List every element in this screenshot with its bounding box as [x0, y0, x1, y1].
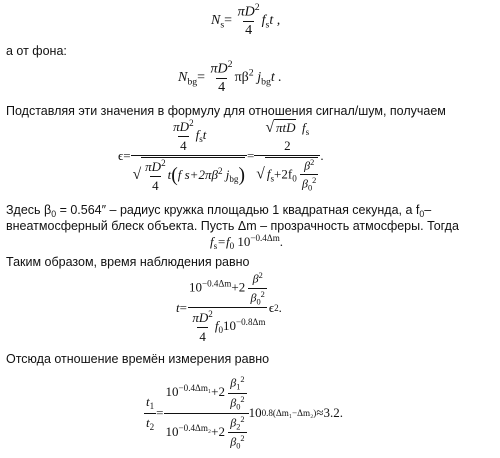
text-line-observation-time: Таким образом, время наблюдения равно: [6, 255, 250, 269]
eq4-rhs2: 10: [234, 234, 251, 249]
eq2-tail2: j: [253, 69, 262, 85]
eq5-nf-num-sup: 2: [258, 270, 263, 280]
eq1-tail2: t ,: [269, 12, 281, 28]
eq2-tail2-sub: bg: [261, 76, 271, 88]
eq6-rhs-fraction: [164, 375, 249, 450]
eq6-df-den-sub: 0: [236, 441, 241, 451]
eq6-nf-num-sup: 2: [240, 375, 245, 385]
f0-sub: 0: [419, 209, 425, 220]
eq2-fraction: [209, 59, 235, 96]
eq3-right-fraction: √ πtD $f_s$ 2 √ $f_s+2f_0$ $\frac{\beta^2}{\beta_0^2}$: [254, 119, 320, 192]
eq4-rhs-sub: 0: [229, 241, 235, 252]
eq6-nf-num-sub: 1: [236, 382, 241, 392]
eq1-num-sup: 2: [254, 2, 260, 13]
eq1-tail-sub: s: [265, 19, 270, 31]
eq1-fraction: [236, 2, 262, 39]
equation-flux-attenuation: [210, 233, 283, 251]
eq6-df-den-sup: 2: [240, 434, 245, 444]
eq5-nf-den: β: [250, 290, 257, 305]
eq5-df-num: πD: [192, 310, 209, 326]
beta-sub: 0: [51, 209, 57, 220]
equation-background-count: $N_{bg}=$ $\frac{\pi D^2}{4}$ $\pi\beta^2$ $j_{bg}t$ .: [178, 59, 282, 96]
eq1-lhs-sub: s: [220, 19, 225, 31]
eq4-lhs-sub: s: [213, 241, 218, 252]
eq3-b-paren: f s+2πβ: [177, 166, 218, 182]
eq6-d1: 10: [165, 423, 179, 439]
eq3-d-frac-num-sup: 2: [310, 157, 315, 167]
eq6-lhs-num: t: [146, 394, 150, 410]
eq1-tail: f: [261, 12, 266, 28]
eq2-lhs-sub: bg: [187, 76, 198, 88]
eq6-lhs-num-sub: 1: [149, 401, 155, 412]
equation-observation-time: t = $10^{-0.4\Delta m}+2$ $\frac{\beta^2}{\beta_0^2}$ $\frac{\pi D^2}{4}$ $f_010^{-0.8\Delta m}$ ϵ 2 .: [176, 270, 282, 345]
eq1-lhs: N: [211, 12, 221, 28]
eq2-tail: πβ: [234, 69, 249, 85]
eq6-n2: +2: [211, 384, 225, 400]
eq6-df-num: β: [230, 415, 237, 430]
eq5-end: .: [278, 300, 282, 315]
eq3-c-den: 2: [284, 137, 291, 153]
eq5-tail: ϵ: [268, 300, 275, 315]
text-line-beta-definition: [6, 203, 431, 219]
eq3-b-paren-sup: 2: [217, 165, 223, 176]
eq3-c-tail: f: [302, 120, 306, 136]
eq3-d-root2-sub: 0: [292, 173, 297, 184]
eq2-lhs: N: [178, 69, 188, 85]
eq4-lhs: f: [210, 234, 214, 249]
eq4-rhs: =f: [217, 234, 230, 249]
eq2-num: πD: [210, 61, 228, 77]
line3b: = 0.564″ – радиус кружка площадью 1 квадратная секунда, а f: [56, 203, 420, 217]
eq5-den2-sub: 0: [218, 325, 223, 336]
equation-signal-count: $N_s=$ $\frac{\pi D^2}{4}$ $f_st$ ,: [211, 2, 281, 39]
line3a: Здесь β: [6, 203, 52, 217]
eq6-lhs-fraction: [144, 394, 156, 431]
eq6-nf-num: β: [230, 376, 237, 391]
eq3-d-root-sub: s: [270, 173, 275, 184]
eq3-b-den: 4: [152, 178, 159, 193]
eq6-tail: 10: [248, 405, 262, 420]
eq3-d-frac-num: β: [304, 158, 311, 173]
eq3-a-tail-sub: s: [199, 134, 203, 145]
eq3-a-den: 4: [180, 138, 187, 153]
eq5-num1-sup: −0.4Δm: [201, 278, 232, 289]
eq4-end: .: [279, 234, 284, 249]
eq6-lhs-den-sub: 2: [149, 421, 155, 432]
text-line-substitution: Подставляя эти значения в формулу для отношения сигнал/шум, получаем: [6, 104, 446, 118]
eq5-num1: 10: [188, 279, 202, 295]
eq6-d1-sup: −0.4Δm₂: [178, 422, 212, 433]
eq3-b-tail: t: [167, 166, 172, 182]
eq1-den: 4: [245, 23, 253, 39]
eq6-tail-sup: 0.8(Δm₁−Δm₂): [261, 408, 317, 418]
eq5-nf-num: β: [252, 271, 259, 286]
eq3-c-num: πtD: [276, 120, 296, 136]
eq3-d-root2: +2f: [274, 166, 293, 182]
line3c: –: [424, 203, 432, 217]
text-line-time-ratio: Отсюда отношение времён измерения равно: [6, 352, 270, 366]
eq6-nf-den: β: [230, 395, 237, 410]
eq3-a-num: πD: [173, 119, 190, 134]
eq3-c-tail-sub: s: [305, 127, 310, 138]
eq6-nf-den-sup: 2: [240, 394, 245, 404]
eq5-den3: 10: [223, 318, 236, 334]
eq3-d-frac-den: β: [302, 176, 308, 191]
eq3-b-num: πD: [145, 159, 162, 174]
eq3-lhs: ϵ: [118, 148, 124, 163]
eq6-result: ≈3.2.: [316, 405, 343, 420]
eq6-df-num-sup: 2: [240, 414, 245, 424]
eq5-lhs: t: [176, 300, 180, 315]
eq2-den: 4: [218, 80, 226, 96]
eq2-tail3: t .: [270, 69, 282, 85]
equation-time-ratio: $\frac{t_1}{t_2}$ = $10^{-0.4\Delta m_1}+2$ $\frac{\beta_1^2}{\beta_0^2}$ $10^{-0.4\Delta m_2}+2$ $\frac{\beta_2^2}{\beta_0^2}$ 10 0.8(Δm₁−Δm₂) ≈3.2.: [146, 375, 343, 451]
eq3-left-fraction: $\frac{\pi D^2}{4}$ $f_st$ √ $\frac{\pi D^2}{4}$ t(f $s+2\pi\beta^2$ $j_{bg}$): [132, 118, 245, 193]
eq2-tail-sup: 2: [248, 67, 254, 79]
eq6-nf-den-sub: 0: [236, 402, 241, 412]
eq3-b-paren2-sub: bg: [229, 174, 239, 185]
text-line-background: а от фона:: [6, 44, 67, 58]
eq6-d2: +2: [211, 423, 225, 439]
eq6-n1-sup: −0.4Δm₁: [178, 383, 212, 394]
eq3-b-num-sup: 2: [161, 158, 166, 168]
eq3-a-tail2: t: [202, 126, 207, 142]
eq6-lhs-den: t: [146, 414, 150, 430]
eq3-b-paren2: j: [222, 166, 230, 182]
eq6-df-den: β: [230, 434, 237, 449]
eq1-num: πD: [237, 4, 255, 20]
eq5-fraction: [187, 271, 269, 345]
equation-snr: ϵ = $\frac{\pi D^2}{4}$ $f_st$ √ $\frac{\pi D^2}{4}$ t(f $s+2\pi\beta^2$ $j_{bg}$) = √ πtD $f_s$ 2 √ $f_s+2f_0$ $\frac{\beta^2}{\beta_0^2}$ .: [118, 118, 324, 193]
eq6-df-num-sub: 2: [236, 422, 241, 432]
eq3-d-root: f: [266, 166, 271, 182]
eq3-a-tail: f: [195, 126, 200, 142]
eq5-df-num-sup: 2: [208, 309, 213, 320]
eq5-num2: +2: [231, 279, 246, 295]
eq3-a-num-sup: 2: [189, 118, 194, 128]
eq5-den2: f: [214, 318, 219, 334]
eq5-nf-den-sup: 2: [260, 289, 265, 299]
eq6-n1: 10: [165, 384, 179, 400]
eq5-nf-den-sub: 0: [256, 297, 261, 307]
eq5-tail-sup: 2: [274, 303, 279, 313]
eq3-end: .: [320, 148, 324, 163]
eq2-num-sup: 2: [227, 59, 233, 70]
eq5-den3-sup: −0.8Δm: [236, 317, 266, 328]
eq5-df-den: 4: [199, 329, 206, 345]
eq3-d-frac-den-sub: 0: [307, 183, 313, 193]
eq4-rhs2-sup: −0.4Δm: [250, 233, 280, 243]
eq3-d-frac-den-sup: 2: [312, 176, 317, 186]
text-line-transparency: внеатмосферный блеск объекта. Пусть Δm – прозрачность атмосферы. Тогда: [6, 219, 459, 233]
